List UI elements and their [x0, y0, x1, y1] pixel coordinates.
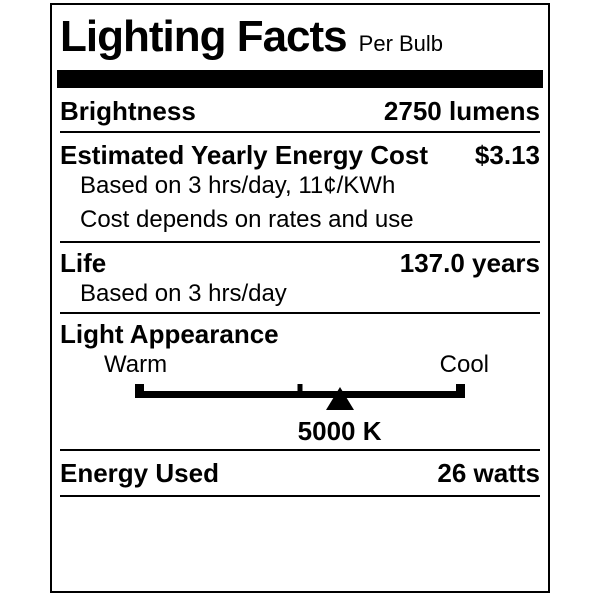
- energy-cost-row: [60, 141, 540, 169]
- color-temp-value: 5000 K: [297, 416, 382, 446]
- lighting-facts-label: [50, 3, 550, 593]
- light-appearance-label: Light Appearance: [60, 319, 279, 349]
- life-label: Life: [60, 248, 107, 278]
- energy-cost-value: $3.13: [474, 140, 540, 170]
- light-appearance-section: [60, 314, 540, 451]
- scale-cool-label: Cool: [439, 351, 489, 378]
- scale-bar: [135, 391, 465, 398]
- light-appearance-row: [60, 320, 540, 348]
- life-value: 137.0 years: [399, 248, 540, 278]
- thick-separator-bar: [57, 70, 543, 88]
- energy-cost-label: Estimated Yearly Energy Cost: [60, 140, 429, 170]
- energy-used-section: [60, 451, 540, 497]
- brightness-row: [60, 97, 540, 125]
- color-temp-scale-track: [135, 384, 465, 398]
- energy-used-label: Energy Used: [60, 458, 219, 488]
- scale-warm-label: Warm: [104, 351, 168, 378]
- life-note-usage: Based on 3 hrs/day: [80, 280, 287, 307]
- life-row: [60, 249, 540, 277]
- color-temp-scale-labels: [104, 352, 489, 378]
- color-temp-marker-triangle-icon: [326, 387, 354, 410]
- brightness-value: 2750 lumens: [383, 96, 540, 126]
- brightness-label: Brightness: [60, 96, 196, 126]
- energy-used-value: 26 watts: [437, 458, 540, 488]
- life-section: [60, 243, 540, 314]
- label-subtitle: Per Bulb: [358, 31, 444, 56]
- color-temp-value-row: [135, 418, 465, 444]
- energy-used-row: [60, 459, 540, 487]
- label-title: Lighting Facts: [60, 12, 347, 61]
- energy-cost-section: [60, 133, 540, 243]
- brightness-section: [60, 88, 540, 133]
- energy-cost-note-usage: Based on 3 hrs/day, 11¢/KWh: [80, 172, 396, 199]
- energy-cost-note-rates: Cost depends on rates and use: [80, 206, 414, 233]
- label-header: [60, 5, 540, 70]
